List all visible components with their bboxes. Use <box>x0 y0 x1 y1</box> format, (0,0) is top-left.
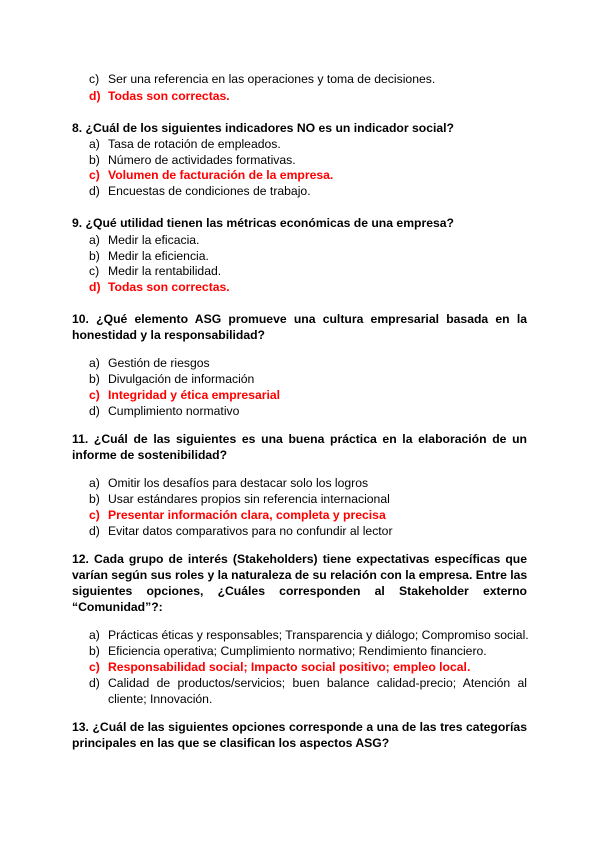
q12-option-d-continuation: cliente; Innovación. <box>108 692 213 706</box>
q8-title: 8. ¿Cuál de los siguientes indicadores NO es un indicador social? <box>72 121 454 135</box>
q11-option-b <box>89 491 529 507</box>
option-label: c) <box>89 508 100 522</box>
q12-option-d <box>89 675 529 691</box>
q11-title-line-1: 11. ¿Cuál de las siguientes es una buena práctica en la elaboración de un <box>72 432 527 446</box>
q10-option-a <box>89 355 529 371</box>
option-text: Eficiencia operativa; Cumplimiento normativo; Rendimiento financiero. <box>108 644 487 658</box>
option-text: Volumen de facturación de la empresa. <box>108 168 334 182</box>
q8-option-b <box>89 152 529 168</box>
q12-option-c-correct <box>89 659 529 675</box>
q10-option-c-correct <box>89 387 529 403</box>
option-label: d) <box>89 184 100 198</box>
q9-option-a <box>89 232 529 248</box>
option-text: Tasa de rotación de empleados. <box>108 137 281 151</box>
option-label: d) <box>89 524 100 538</box>
option-text: Integridad y ética empresarial <box>108 388 281 402</box>
option-label: d) <box>89 404 100 418</box>
option-text: Medir la rentabilidad. <box>108 264 222 278</box>
option-text: Medir la eficacia. <box>108 233 200 247</box>
q7-option-c <box>89 71 529 87</box>
option-label: b) <box>89 372 100 386</box>
q12-option-b <box>89 643 529 659</box>
option-label: b) <box>89 644 100 658</box>
q10-title-line-2: honestidad y la responsabilidad? <box>72 328 266 342</box>
q12-option-a <box>89 627 529 643</box>
option-label: a) <box>89 356 100 370</box>
q10-option-d <box>89 403 529 419</box>
q11-option-d <box>89 523 529 539</box>
q10-option-b <box>89 371 529 387</box>
q12-title-line-3: siguientes opciones, ¿Cuáles corresponden al Stakeholder externo <box>72 584 527 598</box>
option-text: Encuestas de condiciones de trabajo. <box>108 184 311 198</box>
q9-option-c <box>89 263 529 279</box>
option-label: d) <box>89 280 101 294</box>
q10-title-line-1: 10. ¿Qué elemento ASG promueve una cultura empresarial basada en la <box>72 312 527 326</box>
option-label: b) <box>89 249 100 263</box>
option-label: b) <box>89 492 100 506</box>
option-text: Evitar datos comparativos para no confundir al lector <box>108 524 393 538</box>
option-text: Calidad de productos/servicios; buen balance calidad-precio; Atención al <box>108 676 527 690</box>
option-label: c) <box>89 660 100 674</box>
option-label: c) <box>89 388 100 402</box>
option-label: a) <box>89 137 100 151</box>
option-label: c) <box>89 72 100 86</box>
option-text: Gestión de riesgos <box>108 356 210 370</box>
q13-title-line-1: 13. ¿Cuál de las siguientes opciones corresponde a una de las tres categorías <box>72 720 527 734</box>
q7-option-d-correct <box>89 88 529 104</box>
q11-option-a <box>89 475 529 491</box>
q9-option-b <box>89 248 529 264</box>
q12-title-line-4: “Comunidad”?: <box>72 600 163 614</box>
option-label: a) <box>89 233 100 247</box>
option-text: Ser una referencia en las operaciones y toma de decisiones. <box>108 72 436 86</box>
option-text: Todas son correctas. <box>108 89 230 103</box>
option-text: Cumplimiento normativo <box>108 404 240 418</box>
option-text: Responsabilidad social; Impacto social positivo; empleo local. <box>108 660 471 674</box>
option-text: Divulgación de información <box>108 372 255 386</box>
q11-title-line-2: informe de sostenibilidad? <box>72 448 228 462</box>
option-label: a) <box>89 628 100 642</box>
q13-title-line-2: principales en las que se clasifican los aspectos ASG? <box>72 736 390 750</box>
option-text: Presentar información clara, completa y precisa <box>108 508 386 522</box>
q11-option-c-correct <box>89 507 529 523</box>
option-text: Número de actividades formativas. <box>108 153 296 167</box>
q8-option-a <box>89 136 529 152</box>
option-label: d) <box>89 89 101 103</box>
q8-option-c-correct <box>89 167 529 183</box>
option-text: Todas son correctas. <box>108 280 230 294</box>
option-label: c) <box>89 168 100 182</box>
option-text: Omitir los desafíos para destacar solo los logros <box>108 476 369 490</box>
option-label: a) <box>89 476 100 490</box>
option-text: Prácticas éticas y responsables; Transparencia y diálogo; Compromiso social. <box>108 628 529 642</box>
option-text: Usar estándares propios sin referencia internacional <box>108 492 390 506</box>
option-text: Medir la eficiencia. <box>108 249 209 263</box>
q9-option-d-correct <box>89 279 529 295</box>
option-label: d) <box>89 676 100 690</box>
option-label: b) <box>89 153 100 167</box>
q8-option-d <box>89 183 529 199</box>
q12-title-line-2: varían según sus roles y la naturaleza de su relación con la empresa. Entre las <box>72 568 528 582</box>
q12-title-line-1: 12. Cada grupo de interés (Stakeholders) tiene expectativas específicas que <box>72 552 527 566</box>
option-label: c) <box>89 264 100 278</box>
q9-title: 9. ¿Qué utilidad tienen las métricas económicas de una empresa? <box>72 216 455 230</box>
